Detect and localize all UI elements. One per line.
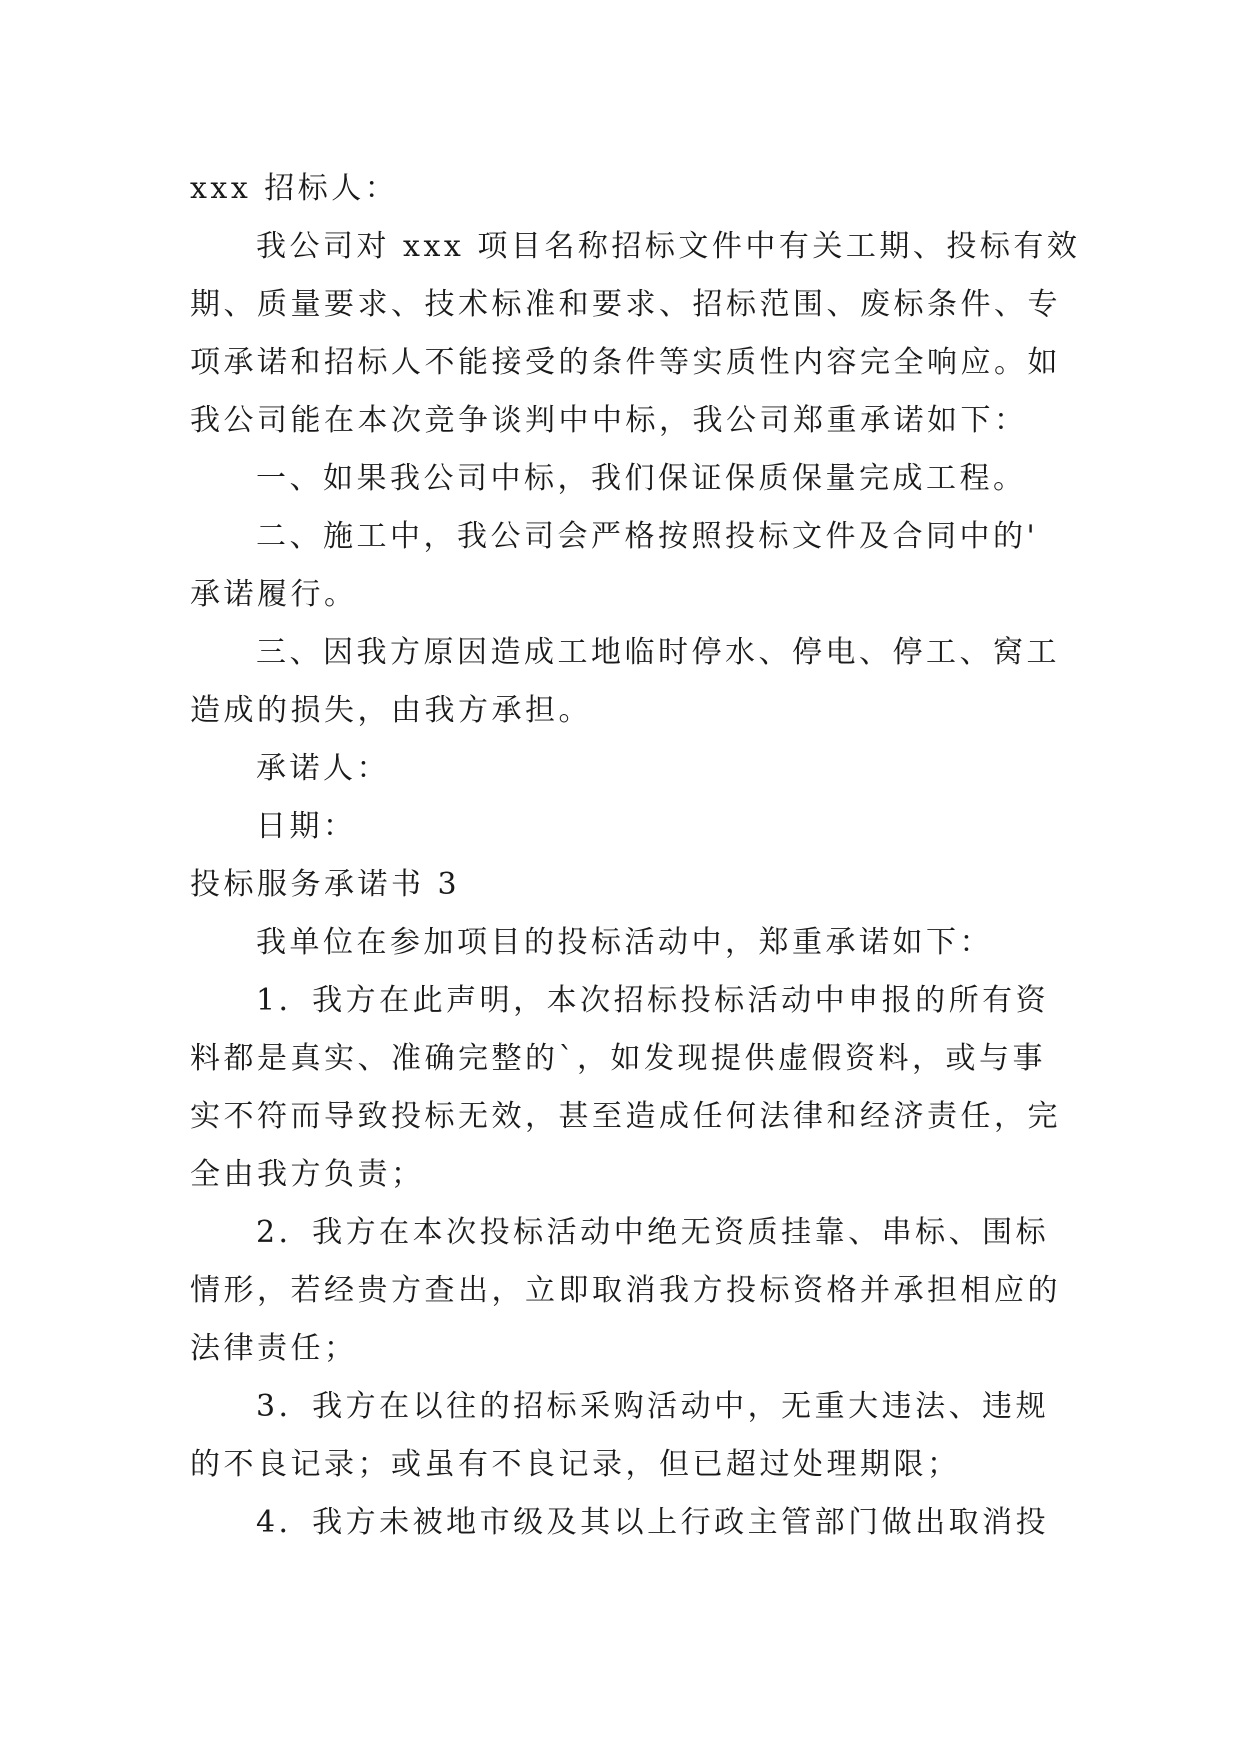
text-line: 全由我方负责；	[190, 1157, 425, 1192]
text-line: 日期：	[256, 809, 357, 844]
text-line: 期、质量要求、技术标准和要求、招标范围、废标条件、专	[190, 287, 1061, 322]
text-line: 我单位在参加项目的投标活动中，郑重承诺如下：	[256, 925, 993, 960]
text-line: 3．我方在以往的招标采购活动中，无重大违法、违规	[256, 1389, 1050, 1424]
text-line: 承诺履行。	[190, 577, 358, 612]
text-line: 三、因我方原因造成工地临时停水、停电、停工、窝工	[256, 635, 1060, 670]
text-line: 项承诺和招标人不能接受的条件等实质性内容完全响应。如	[190, 345, 1061, 380]
text-line: 情形，若经贵方查出，立即取消我方投标资格并承担相应的	[190, 1273, 1061, 1308]
text-line: 我公司对 xxx 项目名称招标文件中有关工期、投标有效	[256, 229, 1081, 264]
text-line: 承诺人：	[256, 751, 390, 786]
text-line: 4．我方未被地市级及其以上行政主管部门做出取消投	[256, 1505, 1050, 1540]
text-line: 1．我方在此声明，本次招标投标活动中申报的所有资	[256, 983, 1050, 1018]
text-line: 一、如果我公司中标，我们保证保质保量完成工程。	[256, 461, 1027, 496]
text-line: 法律责任；	[190, 1331, 358, 1366]
document-page	[190, 160, 1081, 1552]
text-line: 2．我方在本次投标活动中绝无资质挂靠、串标、围标	[256, 1215, 1050, 1250]
text-line: 造成的损失，由我方承担。	[190, 693, 592, 728]
text-line: 投标服务承诺书 3	[190, 867, 461, 902]
text-line: xxx 招标人：	[190, 171, 399, 206]
text-line: 实不符而导致投标无效，甚至造成任何法律和经济责任，完	[190, 1099, 1061, 1134]
text-line: 的不良记录；或虽有不良记录，但已超过处理期限；	[190, 1447, 961, 1482]
text-line: 二、施工中，我公司会严格按照投标文件及合同中的'	[256, 519, 1039, 554]
text-line: 料都是真实、准确完整的`，如发现提供虚假资料，或与事	[190, 1041, 1046, 1076]
text-line: 我公司能在本次竞争谈判中中标，我公司郑重承诺如下：	[190, 403, 1028, 438]
